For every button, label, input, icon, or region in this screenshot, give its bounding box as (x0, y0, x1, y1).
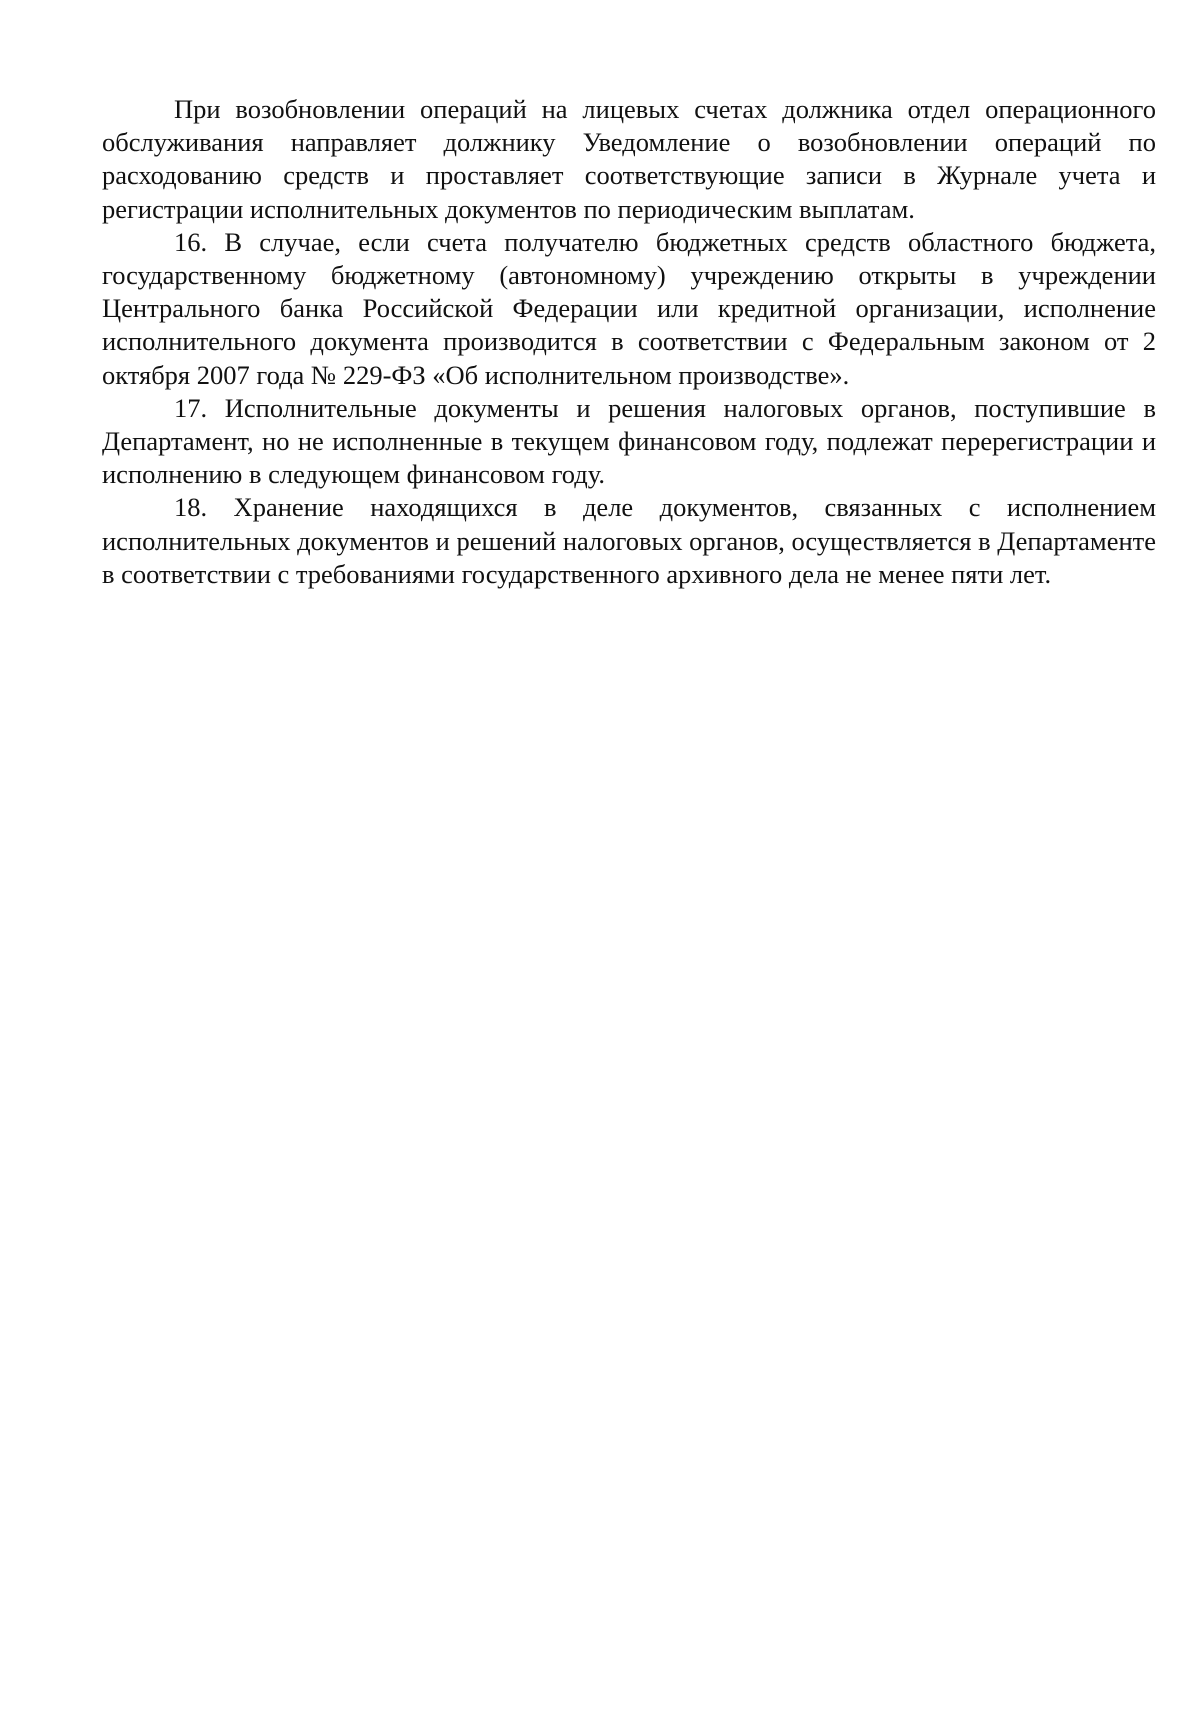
paragraph-18: 18. Хранение находящихся в деле документов, связанных с исполнением исполнительных документов и решений налоговых органов, осуществляется в Департаменте в соответствии с требованиями государственного архивного дела не менее пяти лет. (102, 492, 1156, 589)
paragraph-resumption-of-operations: При возобновлении операций на лицевых счетах должника отдел операционного обслуживания направляет должнику Уведомление о возобновлении операций по расходованию средств и проставляет соответствующие записи в Журнале учета и регистрации исполнительных документов по периодическим выплатам. (102, 94, 1156, 224)
document-body (102, 93, 1156, 591)
paragraph-17: 17. Исполнительные документы и решения налоговых органов, поступившие в Департамент, но не исполненные в текущем финансовом году, подлежат перерегистрации и исполнению в следующем финансовом году. (102, 392, 1156, 490)
paragraph-16: 16. В случае, если счета получателю бюджетных средств областного бюджета, государственному бюджетному (автономному) учреждению открыты в учреждении Центрального банка Российской Федерации или кредитной организации, исполнение исполнительного документа производится в соответствии с Федеральным законом от 2 октября 2007 года № 229-ФЗ «Об исполнительном производстве». (102, 226, 1156, 390)
